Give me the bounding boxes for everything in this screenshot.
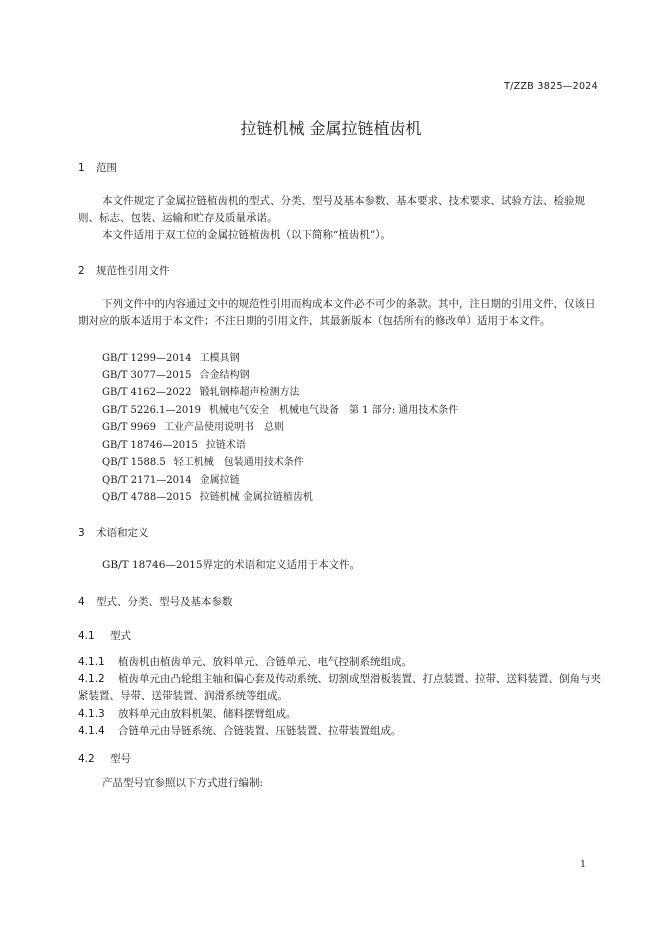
subsection-4-2-heading xyxy=(78,751,131,766)
section-title: 范围 xyxy=(96,162,117,174)
reference-title: 工模具钢 xyxy=(199,353,240,364)
reference-item xyxy=(102,453,304,468)
section-2-paragraph-1: 下列文件中的内容通过文中的规范性引用而构成本文件必不可少的条款。其中，注日期的引用文件，仅该日期对应的版本适用于本文件；不注日期的引用文件，其最新版本（包括所有的修改单）适用于本文件。 xyxy=(78,298,596,327)
reference-item xyxy=(102,401,458,416)
reference-title: 金属拉链 xyxy=(199,475,240,486)
reference-item xyxy=(102,366,249,381)
section-number: 3 xyxy=(78,527,85,539)
reference-title: 工业产品使用说明书 总则 xyxy=(164,422,285,433)
section-number: 2 xyxy=(78,265,85,277)
subsection-4-2-paragraph: 产品型号宜参照以下方式进行编制: xyxy=(102,777,264,789)
section-3-paragraph-1: GB/T 18746—2015界定的术语和定义适用于本文件。 xyxy=(102,559,361,571)
section-number: 4 xyxy=(78,596,85,608)
section-2-heading xyxy=(78,263,170,278)
document-title: 拉链机械 金属拉链植齿机 xyxy=(240,119,422,138)
section-title: 型式、分类、型号及基本参数 xyxy=(96,596,233,608)
reference-title: 锻轧钢棒超声检测方法 xyxy=(199,387,300,398)
clause-text: 放料单元由放料机架、储料摆臂组成。 xyxy=(118,708,297,720)
reference-item xyxy=(102,418,284,433)
section-number: 1 xyxy=(78,162,85,174)
subsection-4-1-heading xyxy=(78,628,131,643)
section-title: 规范性引用文件 xyxy=(96,265,170,277)
section-1-paragraph-2: 本文件适用于双工位的金属拉链植齿机（以下简称“植齿机”）。 xyxy=(102,229,391,241)
reference-code: GB/T 3077—2015 xyxy=(102,370,192,381)
clause-4-1-2 xyxy=(78,671,603,705)
clause-number: 4.1.1 xyxy=(78,656,105,668)
subsection-title: 型式 xyxy=(110,630,131,642)
standard-code: T/ZZB 3825—2024 xyxy=(504,81,598,92)
reference-item xyxy=(102,471,240,486)
reference-code: GB/T 9969 xyxy=(102,422,157,433)
reference-code: GB/T 1299—2014 xyxy=(102,353,192,364)
clause-4-1-4 xyxy=(78,723,603,740)
reference-item xyxy=(102,383,299,398)
section-1-heading xyxy=(78,160,117,175)
reference-code: QB/T 2171—2014 xyxy=(102,475,192,486)
reference-item xyxy=(102,349,239,364)
clause-number: 4.1.2 xyxy=(78,673,105,685)
reference-item xyxy=(102,488,313,503)
clause-4-1-3 xyxy=(78,706,603,723)
subsection-number: 4.2 xyxy=(78,753,95,765)
subsection-number: 4.1 xyxy=(78,630,95,642)
reference-code: GB/T 18746—2015 xyxy=(102,440,198,451)
clause-4-1-1 xyxy=(78,654,603,671)
page-number: 1 xyxy=(579,859,586,870)
reference-title: 拉链术语 xyxy=(205,440,246,451)
reference-code: QB/T 1588.5 xyxy=(102,457,166,468)
clause-text: 合链单元由导链系统、合链装置、压链装置、拉带装置组成。 xyxy=(118,725,402,737)
clause-text: 植齿机由植齿单元、放料单元、合链单元、电气控制系统组成。 xyxy=(118,656,412,668)
section-1-paragraph-1: 本文件规定了金属拉链植齿机的型式、分类、型号及基本参数、基本要求、技术要求、试验方法、检验规则、标志、包装、运输和贮存及质量承诺。 xyxy=(78,195,585,224)
section-title: 术语和定义 xyxy=(96,527,149,539)
reference-code: GB/T 5226.1—2019 xyxy=(102,405,201,416)
reference-code: GB/T 4162—2022 xyxy=(102,387,192,398)
section-3-heading xyxy=(78,525,149,540)
reference-title: 拉链机械 金属拉链植齿机 xyxy=(199,492,313,503)
reference-code: QB/T 4788—2015 xyxy=(102,492,192,503)
clause-text: 植齿单元由凸轮组主轴和偏心套及传动系统、切割成型滑板装置、打点装置、拉带、送料装置、倒角与夹紧装置、导带、送带装置、润滑系统等组成。 xyxy=(78,673,601,702)
reference-item xyxy=(102,436,246,451)
reference-title: 轻工机械 包装通用技术条件 xyxy=(173,457,304,468)
clause-number: 4.1.4 xyxy=(78,725,105,737)
subsection-title: 型号 xyxy=(110,753,131,765)
clause-number: 4.1.3 xyxy=(78,708,105,720)
section-4-heading xyxy=(78,594,233,609)
reference-title: 机械电气安全 机械电气设备 第 1 部分: 通用技术条件 xyxy=(209,405,459,416)
reference-title: 合金结构钢 xyxy=(199,370,250,381)
